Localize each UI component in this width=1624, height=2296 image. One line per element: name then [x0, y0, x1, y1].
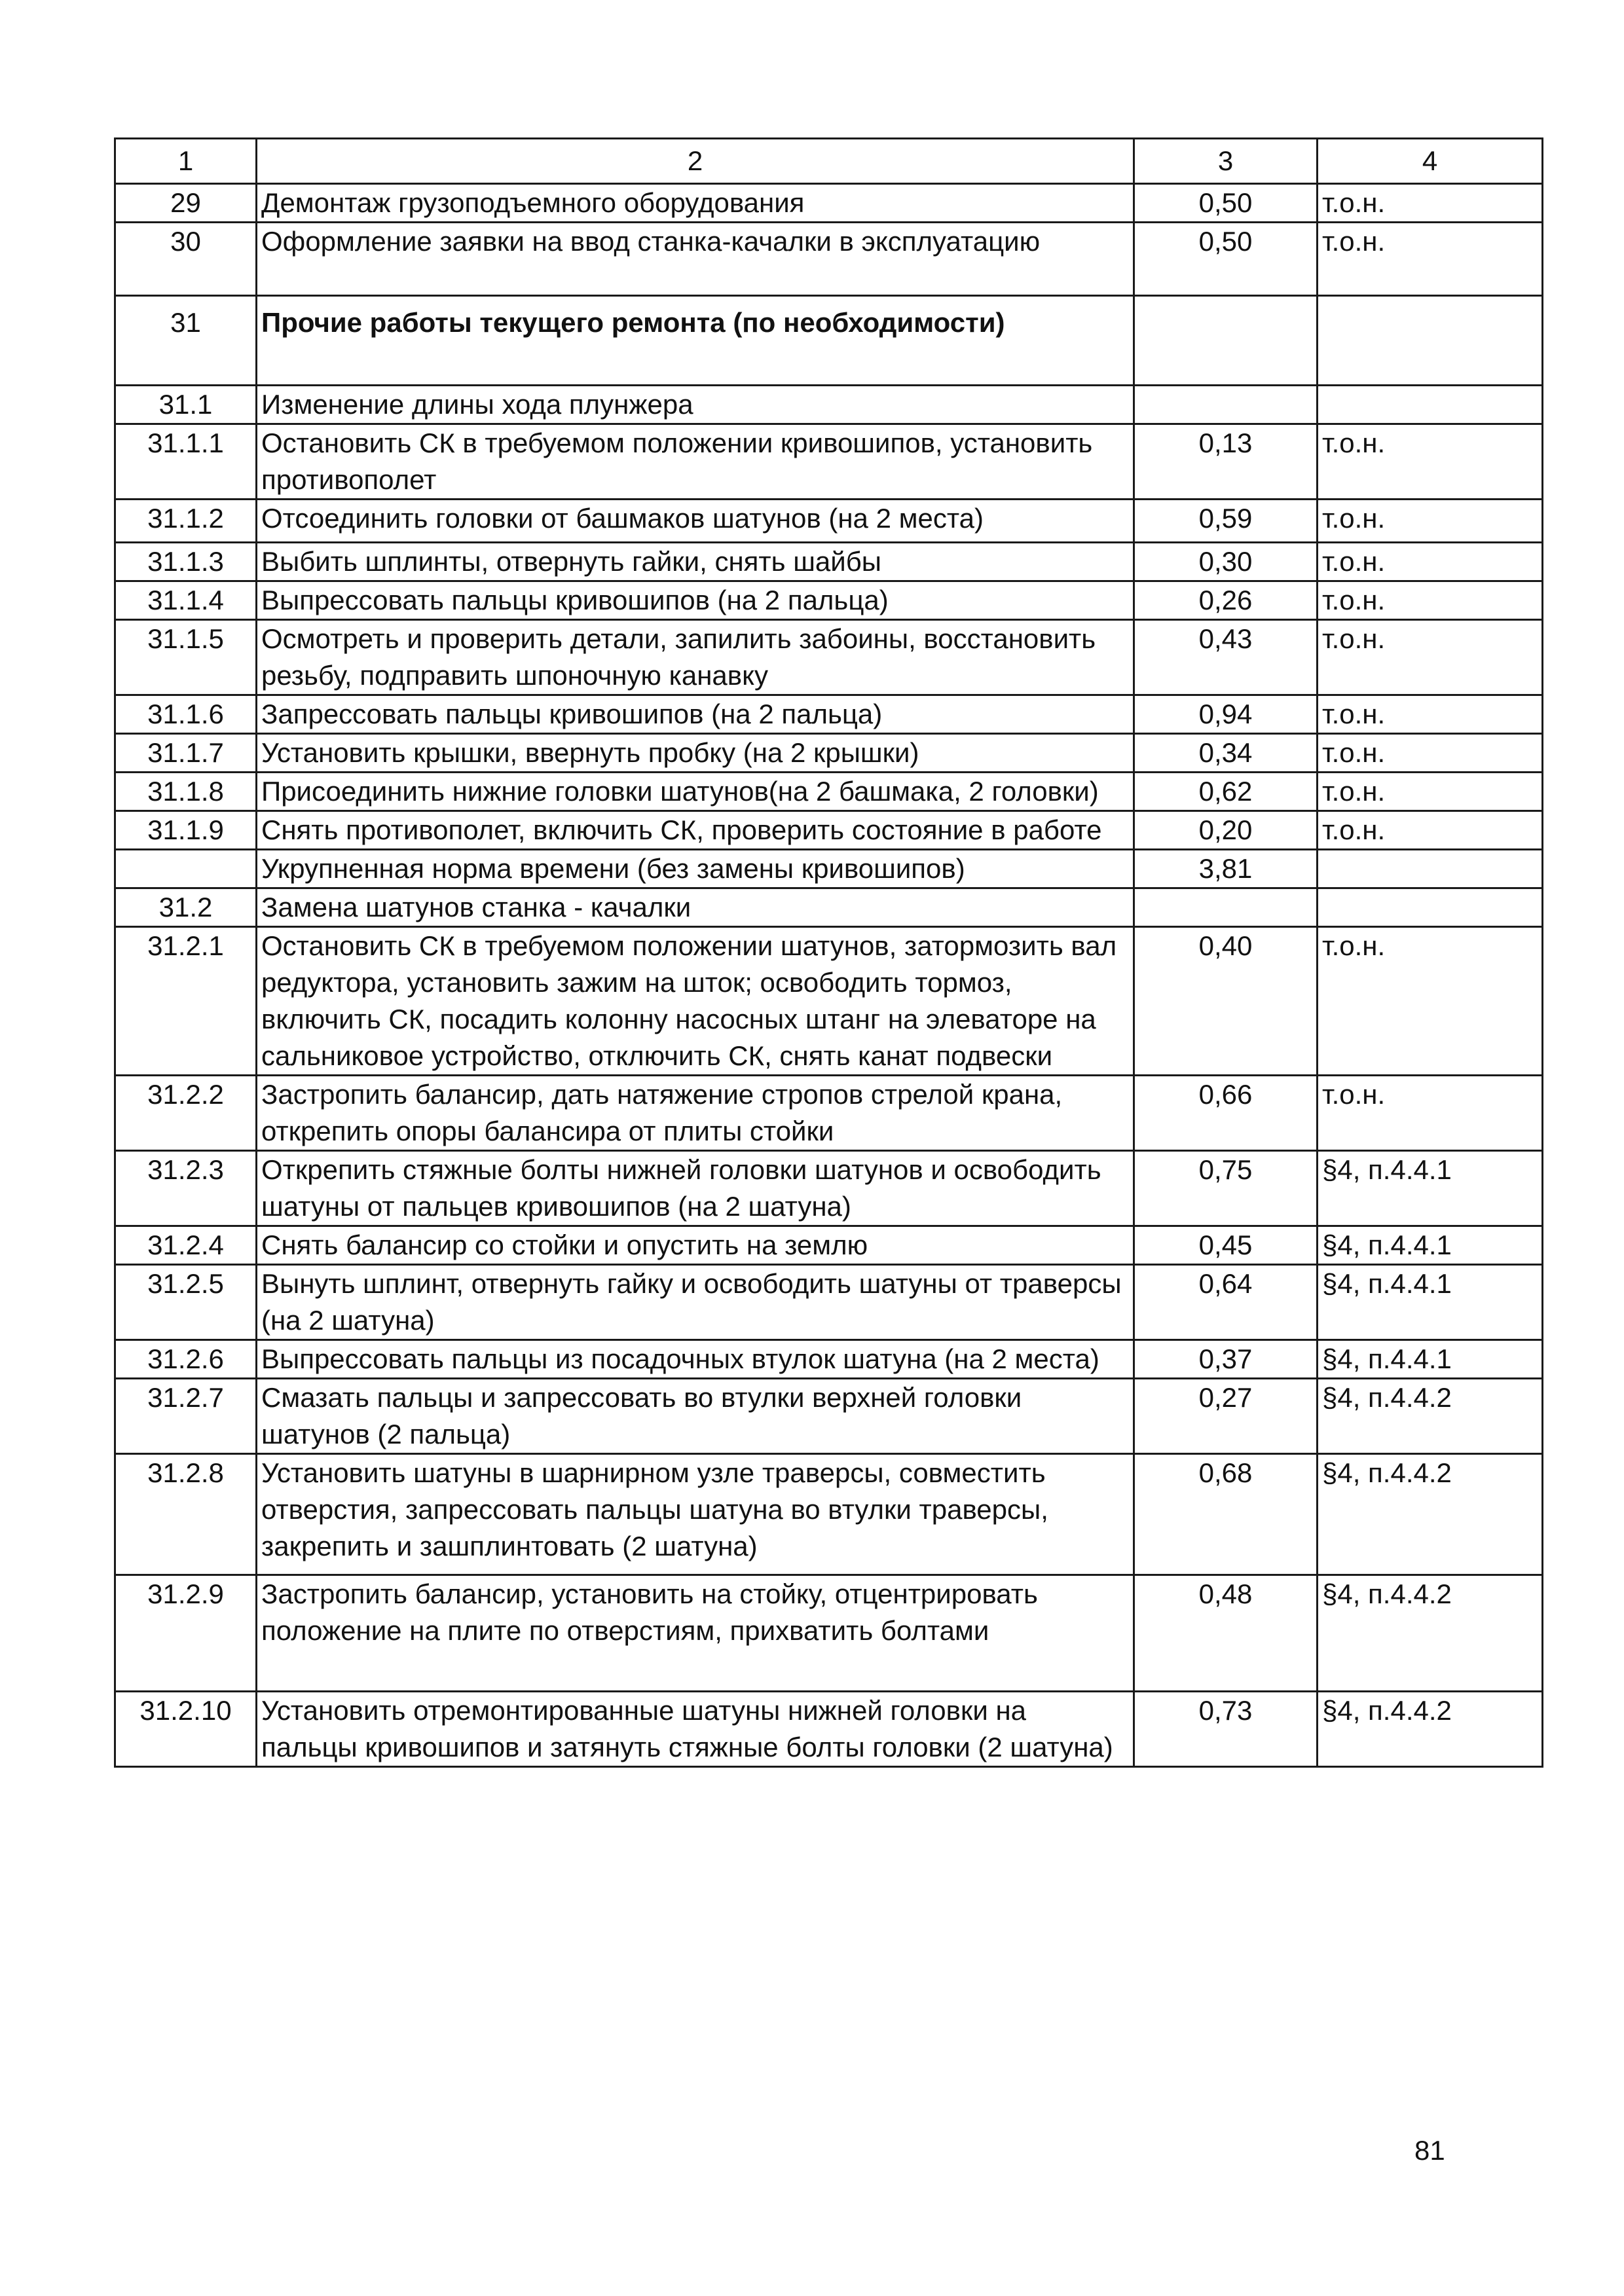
- table-row: [115, 888, 1543, 927]
- item-time-norm: 0,59: [1134, 500, 1318, 543]
- item-description: Застропить балансир, установить на стойку, отцентрировать положение на плите по отверстиям, прихватить болтами: [257, 1575, 1134, 1692]
- item-number: [115, 850, 257, 888]
- item-description: Выпрессовать пальцы из посадочных втулок шатуна (на 2 места): [257, 1340, 1134, 1379]
- item-reference: т.о.н.: [1318, 184, 1543, 223]
- item-time-norm: 0,34: [1134, 734, 1318, 773]
- item-number: 31.1: [115, 386, 257, 424]
- item-number: 31.1.9: [115, 811, 257, 850]
- table-row: [115, 424, 1543, 500]
- item-reference: §4, п.4.4.2: [1318, 1379, 1543, 1454]
- table-row: [115, 734, 1543, 773]
- table-row: [115, 773, 1543, 811]
- item-time-norm: 0,43: [1134, 620, 1318, 695]
- item-reference: т.о.н.: [1318, 543, 1543, 581]
- item-description: Изменение длины хода плунжера: [257, 386, 1134, 424]
- table-header-row: [115, 139, 1543, 184]
- item-reference: §4, п.4.4.2: [1318, 1575, 1543, 1692]
- item-reference: §4, п.4.4.1: [1318, 1151, 1543, 1226]
- item-reference: т.о.н.: [1318, 424, 1543, 500]
- item-time-norm: 0,64: [1134, 1265, 1318, 1340]
- item-time-norm: 0,75: [1134, 1151, 1318, 1226]
- item-time-norm: [1134, 888, 1318, 927]
- item-number: 31.2.6: [115, 1340, 257, 1379]
- item-description: Укрупненная норма времени (без замены кривошипов): [257, 850, 1134, 888]
- table-row: [115, 1379, 1543, 1454]
- item-description: Открепить стяжные болты нижней головки шатунов и освободить шатуны от пальцев кривошипов (на 2 шатуна): [257, 1151, 1134, 1226]
- table-row: [115, 543, 1543, 581]
- item-number: 31.2: [115, 888, 257, 927]
- item-reference: §4, п.4.4.2: [1318, 1692, 1543, 1767]
- item-time-norm: 0,27: [1134, 1379, 1318, 1454]
- item-reference: [1318, 386, 1543, 424]
- item-number: 31.2.1: [115, 927, 257, 1076]
- item-reference: т.о.н.: [1318, 1076, 1543, 1151]
- table-row: [115, 1151, 1543, 1226]
- table-row: [115, 1265, 1543, 1340]
- item-reference: т.о.н.: [1318, 927, 1543, 1076]
- item-time-norm: 0,26: [1134, 581, 1318, 620]
- item-time-norm: 0,68: [1134, 1454, 1318, 1575]
- item-description: Снять противополет, включить СК, проверить состояние в работе: [257, 811, 1134, 850]
- item-number: 31.2.2: [115, 1076, 257, 1151]
- table-row: [115, 581, 1543, 620]
- item-description: Выпрессовать пальцы кривошипов (на 2 пальца): [257, 581, 1134, 620]
- item-time-norm: 0,50: [1134, 223, 1318, 296]
- item-description: Установить крышки, ввернуть пробку (на 2 крышки): [257, 734, 1134, 773]
- item-description: Установить отремонтированные шатуны нижней головки на пальцы кривошипов и затянуть стяжные болты головки (2 шатуна): [257, 1692, 1134, 1767]
- item-description: Запрессовать пальцы кривошипов (на 2 пальца): [257, 695, 1134, 734]
- item-number: 31.2.3: [115, 1151, 257, 1226]
- item-description: Отсоединить головки от башмаков шатунов (на 2 места): [257, 500, 1134, 543]
- item-number: 31.1.6: [115, 695, 257, 734]
- item-time-norm: 0,62: [1134, 773, 1318, 811]
- item-number: 31.2.9: [115, 1575, 257, 1692]
- item-reference: [1318, 888, 1543, 927]
- table-row: [115, 927, 1543, 1076]
- table-row: [115, 1454, 1543, 1575]
- item-time-norm: 0,73: [1134, 1692, 1318, 1767]
- table-row: [115, 1226, 1543, 1265]
- item-description: Смазать пальцы и запрессовать во втулки верхней головки шатунов (2 пальца): [257, 1379, 1134, 1454]
- item-time-norm: 0,94: [1134, 695, 1318, 734]
- item-number: 31.1.2: [115, 500, 257, 543]
- table-row: [115, 1575, 1543, 1692]
- table-row: [115, 1340, 1543, 1379]
- item-time-norm: [1134, 296, 1318, 386]
- item-number: 31.1.5: [115, 620, 257, 695]
- item-description: Установить шатуны в шарнирном узле траверсы, совместить отверстия, запрессовать пальцы шатуна во втулки траверсы, закрепить и зашплинтовать (2 шатуна): [257, 1454, 1134, 1575]
- item-description: Вынуть шплинт, отвернуть гайку и освободить шатуны от траверсы (на 2 шатуна): [257, 1265, 1134, 1340]
- item-time-norm: 0,40: [1134, 927, 1318, 1076]
- item-reference: т.о.н.: [1318, 500, 1543, 543]
- item-description: Снять балансир со стойки и опустить на землю: [257, 1226, 1134, 1265]
- item-reference: т.о.н.: [1318, 734, 1543, 773]
- item-description: Остановить СК в требуемом положении кривошипов, установить противополет: [257, 424, 1134, 500]
- item-number: 31.2.8: [115, 1454, 257, 1575]
- header-cell: 1: [115, 139, 257, 184]
- item-time-norm: 0,37: [1134, 1340, 1318, 1379]
- item-description: Демонтаж грузоподъемного оборудования: [257, 184, 1134, 223]
- item-number: 31.1.1: [115, 424, 257, 500]
- item-reference: т.о.н.: [1318, 811, 1543, 850]
- work-norms-table: [114, 137, 1543, 1768]
- item-number: 31.1.8: [115, 773, 257, 811]
- table-row: [115, 223, 1543, 296]
- item-number: 31.2.10: [115, 1692, 257, 1767]
- item-reference: [1318, 296, 1543, 386]
- item-number: 31.1.4: [115, 581, 257, 620]
- item-reference: §4, п.4.4.1: [1318, 1226, 1543, 1265]
- item-description: Выбить шплинты, отвернуть гайки, снять шайбы: [257, 543, 1134, 581]
- item-description: Застропить балансир, дать натяжение стропов стрелой крана, открепить опоры балансира от плиты стойки: [257, 1076, 1134, 1151]
- item-reference: т.о.н.: [1318, 695, 1543, 734]
- item-time-norm: 0,13: [1134, 424, 1318, 500]
- item-reference: т.о.н.: [1318, 773, 1543, 811]
- item-time-norm: 0,48: [1134, 1575, 1318, 1692]
- item-description: Присоединить нижние головки шатунов(на 2 башмака, 2 головки): [257, 773, 1134, 811]
- section-title: Прочие работы текущего ремонта (по необходимости): [257, 296, 1134, 386]
- table-row: [115, 695, 1543, 734]
- item-number: 31: [115, 296, 257, 386]
- header-cell: 2: [257, 139, 1134, 184]
- table-row: [115, 184, 1543, 223]
- page-number: 81: [1414, 2135, 1445, 2166]
- summary-row: [115, 850, 1543, 888]
- item-description: Остановить СК в требуемом положении шатунов, затормозить вал редуктора, установить зажим на шток; освободить тормоз, включить СК, посадить колонну насосных штанг на элеваторе на сальниковое устройство, отключить СК, снять канат подвески: [257, 927, 1134, 1076]
- item-reference: [1318, 850, 1543, 888]
- item-time-norm: 0,66: [1134, 1076, 1318, 1151]
- item-number: 30: [115, 223, 257, 296]
- item-number: 29: [115, 184, 257, 223]
- item-description: Осмотреть и проверить детали, запилить забоины, восстановить резьбу, подправить шпоночную канавку: [257, 620, 1134, 695]
- item-number: 31.2.4: [115, 1226, 257, 1265]
- item-reference: т.о.н.: [1318, 223, 1543, 296]
- item-reference: §4, п.4.4.2: [1318, 1454, 1543, 1575]
- item-reference: т.о.н.: [1318, 581, 1543, 620]
- item-time-norm: 0,45: [1134, 1226, 1318, 1265]
- section-row: [115, 296, 1543, 386]
- table-row: [115, 620, 1543, 695]
- item-reference: §4, п.4.4.1: [1318, 1265, 1543, 1340]
- item-number: 31.2.7: [115, 1379, 257, 1454]
- item-number: 31.2.5: [115, 1265, 257, 1340]
- table-row: [115, 386, 1543, 424]
- item-description: Оформление заявки на ввод станка-качалки в эксплуатацию: [257, 223, 1134, 296]
- table-row: [115, 1692, 1543, 1767]
- item-time-norm: 0,20: [1134, 811, 1318, 850]
- item-reference: т.о.н.: [1318, 620, 1543, 695]
- item-number: 31.1.7: [115, 734, 257, 773]
- item-time-norm: [1134, 386, 1318, 424]
- item-number: 31.1.3: [115, 543, 257, 581]
- table-row: [115, 811, 1543, 850]
- item-time-norm: 3,81: [1134, 850, 1318, 888]
- header-cell: 4: [1318, 139, 1543, 184]
- table-row: [115, 500, 1543, 543]
- item-time-norm: 0,30: [1134, 543, 1318, 581]
- item-description: Замена шатунов станка - качалки: [257, 888, 1134, 927]
- table-row: [115, 1076, 1543, 1151]
- header-cell: 3: [1134, 139, 1318, 184]
- item-time-norm: 0,50: [1134, 184, 1318, 223]
- item-reference: §4, п.4.4.1: [1318, 1340, 1543, 1379]
